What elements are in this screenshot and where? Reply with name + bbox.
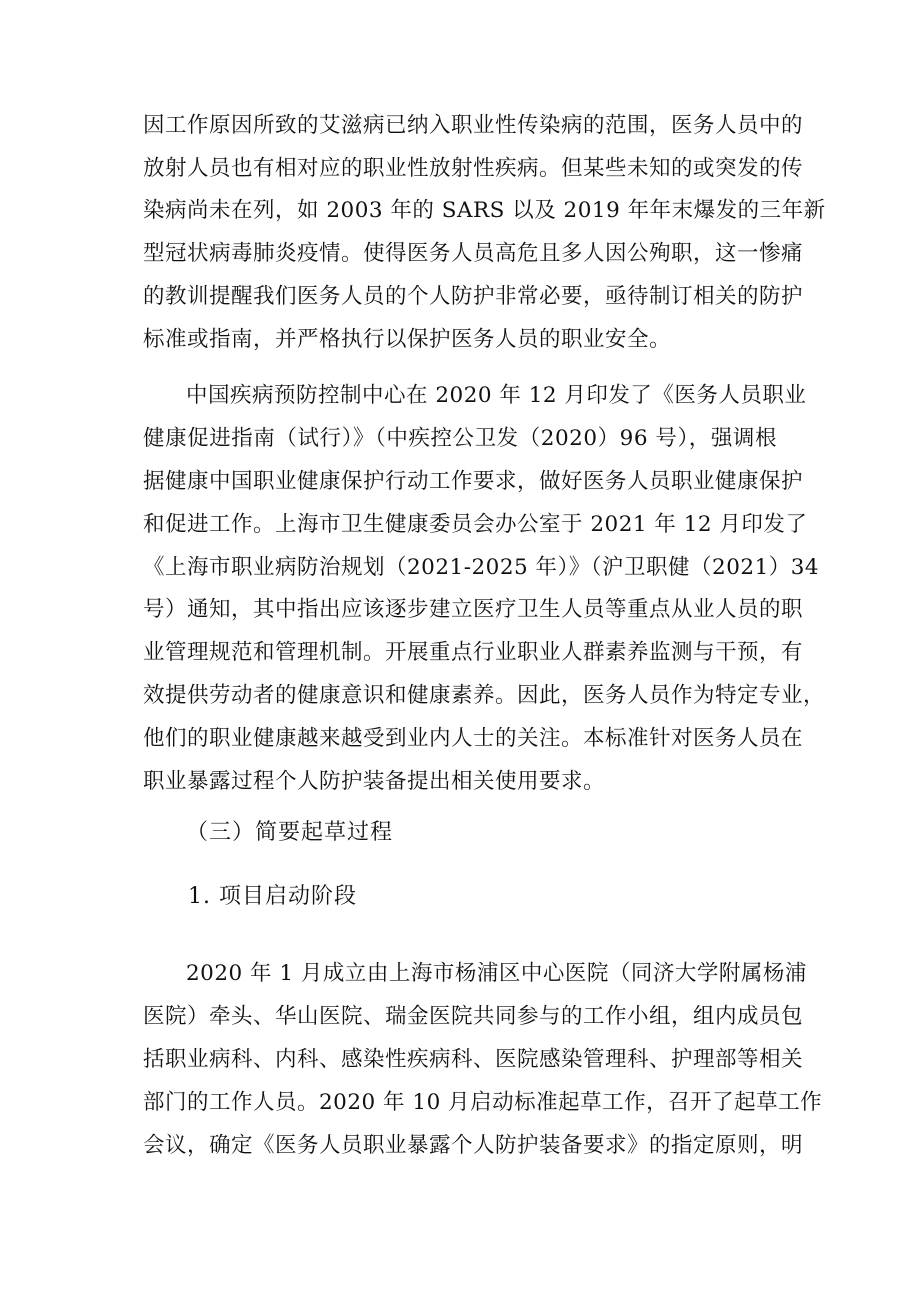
paragraph-2-line: 中国疾病预防控制中心在 2020 年 12 月印发了《医务人员职业: [186, 383, 807, 408]
paragraph-3-line: 部门的工作人员。2020 年 10 月启动标准起草工作，召开了起草工作: [143, 1090, 823, 1115]
paragraph-2-line: 据健康中国职业健康保护行动工作要求，做好医务人员职业健康保护: [143, 469, 804, 494]
paragraph-3-line: 括职业病科、内科、感染性疾病科、医院感染管理科、护理部等相关: [143, 1047, 804, 1072]
paragraph-1-line: 染病尚未在列，如 2003 年的 SARS 以及 2019 年年末爆发的三年新: [143, 198, 826, 223]
paragraph-3-line: 医院）牵头、华山医院、瑞金医院共同参与的工作小组，组内成员包: [143, 1004, 804, 1029]
paragraph-2-line: 他们的职业健康越来越受到业内人士的关注。本标准针对医务人员在: [143, 726, 804, 751]
paragraph-1-line: 标准或指南，并严格执行以保护医务人员的职业安全。: [143, 327, 672, 352]
paragraph-2-line: 和促进工作。上海市卫生健康委员会办公室于 2021 年 12 月印发了: [143, 512, 808, 537]
paragraph-1-line: 因工作原因所致的艾滋病已纳入职业性传染病的范围，医务人员中的: [143, 113, 804, 138]
paragraph-2-line: 号）通知，其中指出应该逐步建立医疗卫生人员等重点从业人员的职: [143, 597, 804, 622]
paragraph-3-line: 2020 年 1 月成立由上海市杨浦区中心医院（同济大学附属杨浦: [186, 961, 807, 986]
paragraph-3-line: 会议，确定《医务人员职业暴露个人防护装备要求》的指定原则，明: [143, 1133, 804, 1158]
paragraph-2-line: 业管理规范和管理机制。开展重点行业职业人群素养监测与干预，有: [143, 640, 804, 665]
section-heading: （三）简要起草过程: [186, 820, 394, 845]
paragraph-1-line: 的教训提醒我们医务人员的个人防护非常必要，亟待制订相关的防护: [143, 284, 804, 309]
paragraph-2-line: 职业暴露过程个人防护装备提出相关使用要求。: [143, 769, 606, 794]
paragraph-2-line: 《上海市职业病防治规划（2021-2025 年）》（沪卫职健（2021）34: [143, 555, 820, 580]
paragraph-1-line: 型冠状病毒肺炎疫情。使得医务人员高危且多人因公殉职，这一惨痛: [143, 241, 804, 266]
paragraph-1-line: 放射人员也有相对应的职业性放射性疾病。但某些未知的或突发的传: [143, 156, 804, 181]
paragraph-2-line: 健康促进指南（试行）》（中疾控公卫发（2020）96 号），强调根: [143, 426, 777, 451]
paragraph-2-line: 效提供劳动者的健康意识和健康素养。因此，医务人员作为特定专业，: [143, 683, 826, 708]
subsection-heading: 1. 项目启动阶段: [188, 884, 357, 909]
